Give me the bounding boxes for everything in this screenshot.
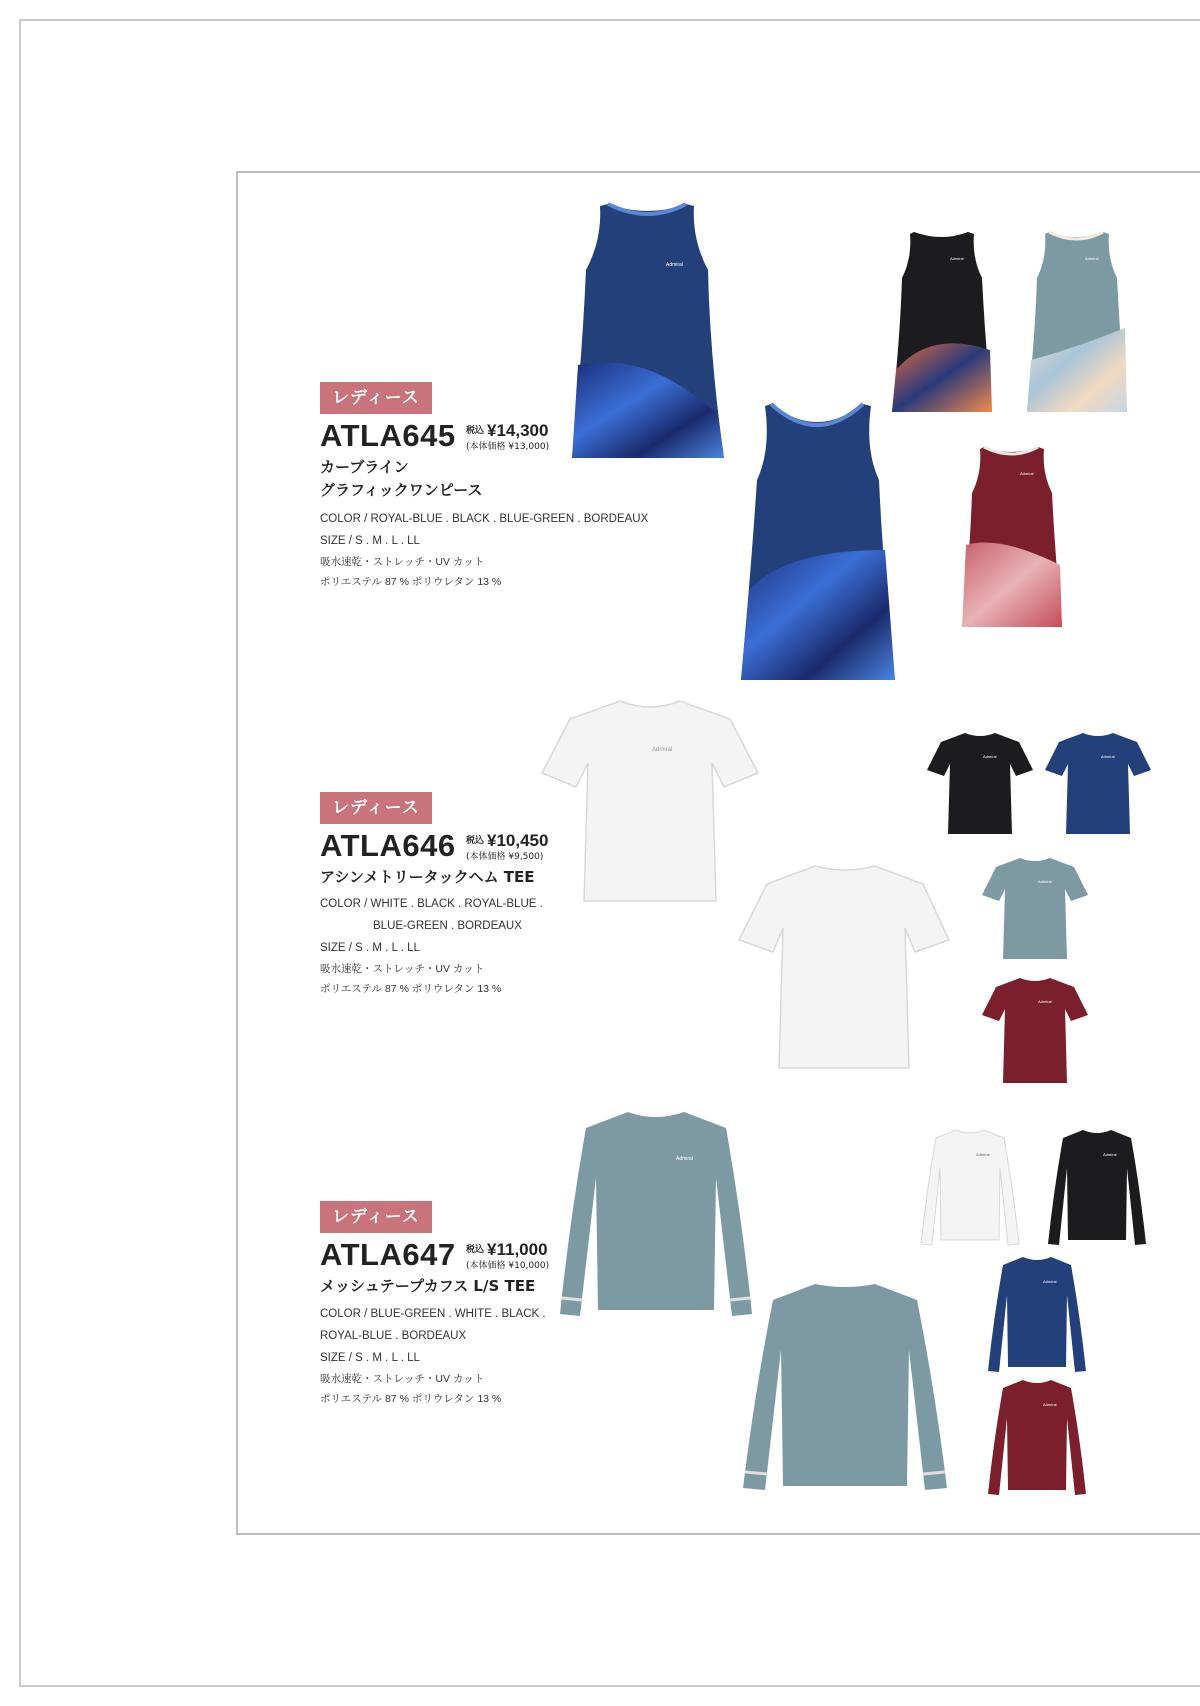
longsleeve-image bbox=[737, 1280, 952, 1492]
product-code: ATLA647 bbox=[320, 1237, 456, 1272]
category-badge: レディース bbox=[320, 1201, 432, 1233]
svg-text:Admiral: Admiral bbox=[666, 262, 683, 268]
price: ¥11,000 bbox=[487, 1240, 548, 1259]
svg-text:Admiral: Admiral bbox=[983, 754, 997, 759]
product-name bbox=[320, 456, 482, 502]
category-badge: レディース bbox=[320, 792, 432, 824]
base-price: (本体価格 ¥13,000) bbox=[466, 442, 550, 452]
product-code: ATLA646 bbox=[320, 828, 456, 863]
tax-label: 税込 bbox=[466, 1245, 485, 1255]
color-list-continued: BLUE-GREEN . BORDEAUX bbox=[373, 920, 522, 932]
svg-text:Admiral: Admiral bbox=[976, 1152, 990, 1157]
price: ¥14,300 bbox=[487, 421, 549, 440]
size-list: SIZE / S . M . L . LL bbox=[320, 942, 420, 954]
tshirt-image bbox=[980, 975, 1090, 1090]
product-name-line: メッシュテープカフス L/S TEE bbox=[320, 1277, 536, 1295]
material-text: ポリエステル 87 % ポリウレタン 13 % bbox=[320, 576, 502, 588]
dress-image bbox=[1025, 230, 1130, 420]
product-specs bbox=[320, 1303, 546, 1409]
color-list: COLOR / BLUE-GREEN . WHITE . BLACK . bbox=[320, 1308, 546, 1320]
color-list: COLOR / ROYAL-BLUE . BLACK . BLUE-GREEN . BORDEAUX bbox=[320, 513, 649, 525]
price-block bbox=[466, 421, 549, 452]
product-name-line: アシンメトリータックヘム TEE bbox=[320, 868, 535, 886]
svg-text:Admiral: Admiral bbox=[1103, 1152, 1117, 1157]
material-text: ポリエステル 87 % ポリウレタン 13 % bbox=[320, 983, 502, 995]
svg-text:Admiral: Admiral bbox=[1085, 256, 1099, 261]
feature-text: 吸水速乾・ストレッチ・UV カット bbox=[320, 556, 485, 568]
base-price: (本体価格 ¥10,000) bbox=[466, 1261, 550, 1271]
feature-text: 吸水速乾・ストレッチ・UV カット bbox=[320, 963, 485, 975]
color-list: COLOR / WHITE . BLACK . ROYAL-BLUE . bbox=[320, 898, 543, 910]
svg-text:Admiral: Admiral bbox=[1020, 471, 1034, 476]
tax-label: 税込 bbox=[466, 836, 485, 846]
tshirt-image bbox=[737, 860, 952, 1075]
svg-text:Admiral: Admiral bbox=[676, 1156, 693, 1162]
price-block bbox=[466, 831, 548, 862]
tshirt-image bbox=[1043, 730, 1153, 840]
product-name bbox=[320, 866, 535, 889]
price: ¥10,450 bbox=[487, 831, 549, 850]
color-list-continued: ROYAL-BLUE . BORDEAUX bbox=[320, 1330, 467, 1342]
tshirt-image bbox=[540, 695, 760, 910]
svg-text:Admiral: Admiral bbox=[1038, 879, 1052, 884]
svg-text:Admiral: Admiral bbox=[1043, 1279, 1057, 1284]
longsleeve-image bbox=[918, 1128, 1023, 1248]
dress-image bbox=[735, 400, 900, 690]
product-name bbox=[320, 1275, 535, 1298]
material-text: ポリエステル 87 % ポリウレタン 13 % bbox=[320, 1393, 502, 1405]
svg-text:Admiral: Admiral bbox=[1043, 1402, 1057, 1407]
size-list: SIZE / S . M . L . LL bbox=[320, 1352, 420, 1364]
longsleeve-image bbox=[985, 1255, 1090, 1375]
longsleeve-image bbox=[985, 1378, 1090, 1498]
size-list: SIZE / S . M . L . LL bbox=[320, 535, 420, 547]
dress-image bbox=[568, 200, 728, 490]
tshirt-image bbox=[925, 730, 1035, 840]
price-block bbox=[466, 1240, 549, 1271]
longsleeve-image bbox=[556, 1108, 756, 1318]
svg-text:Admiral: Admiral bbox=[1038, 999, 1052, 1004]
category-badge: レディース bbox=[320, 382, 432, 414]
product-name-line: カーブライン bbox=[320, 458, 409, 476]
base-price: (本体価格 ¥9,500) bbox=[466, 852, 544, 862]
longsleeve-image bbox=[1045, 1128, 1150, 1248]
svg-text:Admiral: Admiral bbox=[950, 256, 964, 261]
svg-text:Admiral: Admiral bbox=[652, 747, 673, 753]
tax-label: 税込 bbox=[466, 426, 485, 436]
product-name-line: グラフィックワンピース bbox=[320, 481, 483, 499]
product-code: ATLA645 bbox=[320, 418, 456, 453]
feature-text: 吸水速乾・ストレッチ・UV カット bbox=[320, 1373, 485, 1385]
tshirt-image bbox=[980, 855, 1090, 965]
dress-image bbox=[960, 445, 1065, 635]
product-specs bbox=[320, 508, 648, 592]
product-specs bbox=[320, 893, 543, 999]
dress-image bbox=[890, 230, 995, 420]
svg-text:Admiral: Admiral bbox=[1101, 754, 1115, 759]
